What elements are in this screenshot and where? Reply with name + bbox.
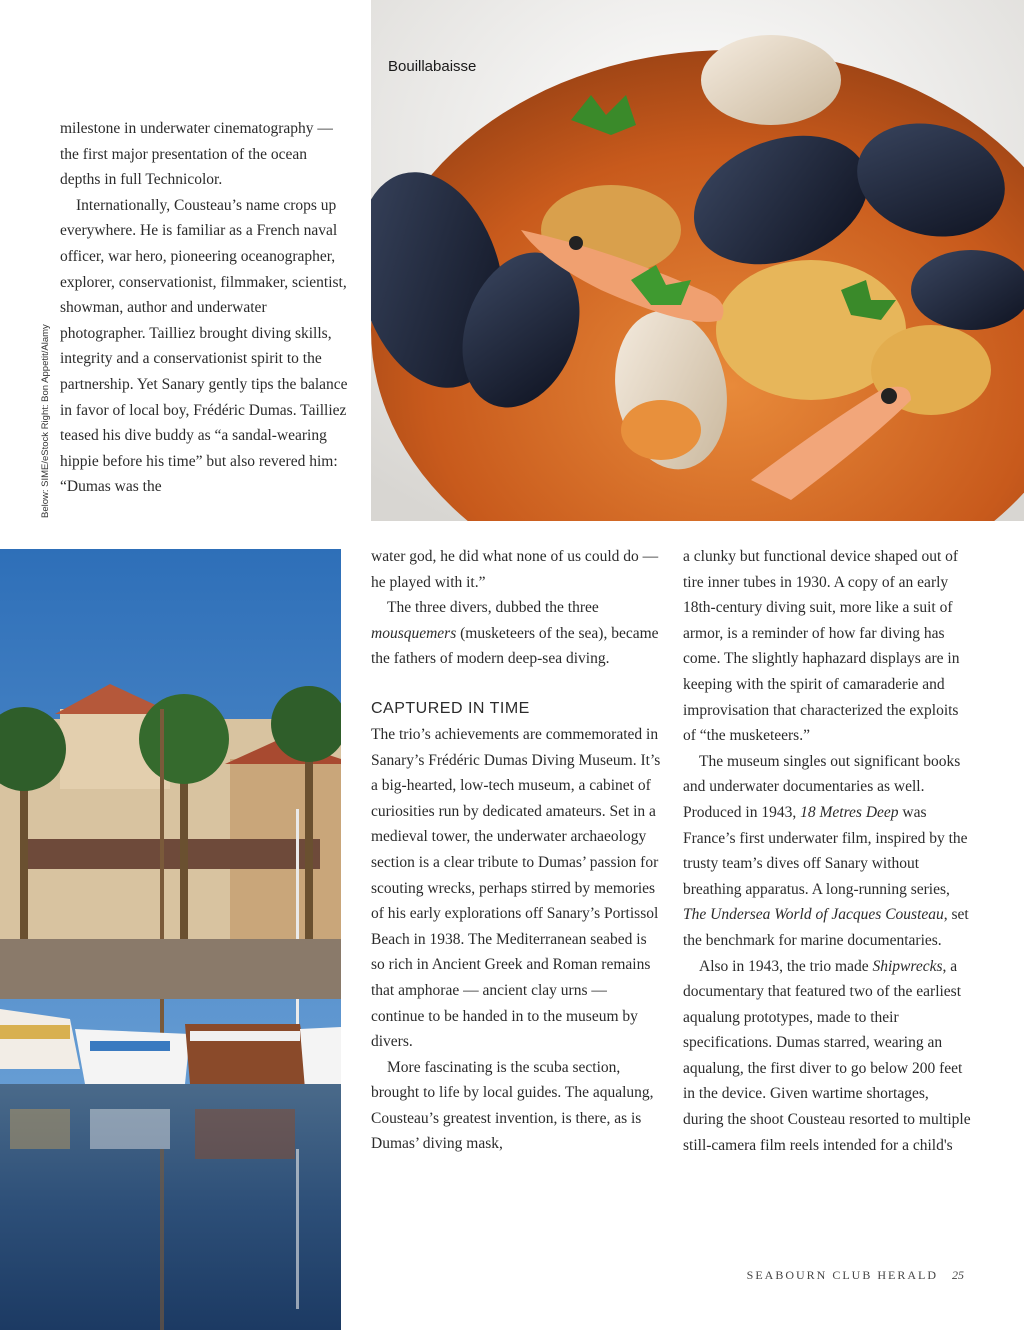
text-run: The museum singles out significant books and underwater documentaries as well. Produced in 1943, — [683, 752, 961, 821]
text-run: (musketeers of the sea), became the fathers of modern deep-sea diving. — [371, 624, 659, 668]
paragraph — [683, 954, 973, 1159]
page-footer — [747, 1268, 964, 1283]
paragraph — [371, 595, 661, 672]
paragraph: More fascinating is the scuba section, brought to life by local guides. The aqualung, Cousteau’s greatest invention, is there, as is Dumas’ diving mask, — [371, 1058, 654, 1153]
film-title: 18 Metres Deep — [800, 803, 899, 821]
harbor-photo — [0, 549, 341, 1330]
middle-column-text — [371, 544, 661, 1157]
paragraph — [683, 749, 973, 954]
italic-term: mousquemers — [371, 624, 457, 642]
paragraph: Internationally, Cousteau’s name crops up everywhere. He is familiar as a French naval officer, war hero, pioneering oceanographer, explorer, conservationist, filmmaker, scientist, showman, author and underwater photographer. Tailliez brought diving skills, integrity and a conservationist spirit to the partnership. Yet Sanary gently tips the balance in favor of local boy, Frédéric Dumas. Tailliez teased his dive buddy as “a sandal-wearing hippie before his time” but also revered him: “Dumas was the — [60, 196, 348, 496]
text-run: The three divers, dubbed the three — [387, 599, 599, 617]
section-heading: CAPTURED IN TIME — [371, 699, 530, 717]
paragraph: water god, he did what none of us could do — he played with it.” — [371, 548, 659, 591]
photo-credit: Below: SIME/eStock Right: Bon Appetit/Alamy — [40, 324, 51, 518]
series-title: The Undersea World of Jacques Cousteau — [683, 906, 944, 924]
text-run: , a documentary that featured two of the earliest aqualung prototypes, made to their specifications. Dumas starred, wearing an aqualung, the first diver to go below 200 feet in the device. Given wartime shortages, during the shoot Cousteau resorted to multiple still-camera film reels intended for a child's — [683, 957, 971, 1154]
publication-name: SEABOURN CLUB HERALD — [746, 1268, 938, 1282]
text-run: , set the benchmark for marine documentaries. — [683, 906, 969, 949]
text-run: was France’s first underwater film, inspired by the trusty team’s dives off Sanary without breathing apparatus. A long-running series, — [683, 803, 968, 898]
left-column-text — [60, 116, 350, 500]
text-run: Also in 1943, the trio made — [699, 957, 873, 975]
page-number: 25 — [952, 1268, 964, 1282]
bouillabaisse-illustration — [371, 0, 1024, 521]
paragraph: The trio’s achievements are commemorated in Sanary’s Frédéric Dumas Diving Museum. It’s a big-hearted, low-tech museum, a cabinet of curiosities run by dedicated amateurs. Set in a medieval tower, the underwater archaeology section is a clear tribute to Dumas’ passion for scouting wrecks, perhaps stirred by memories of his early explorations off Sanary’s Portissol Beach in 1938. The Mediterranean seabed is so rich in Ancient Greek and Roman remains that amphorae — ancient clay urns — continue to be handed in to the museum by divers. — [371, 725, 661, 1051]
paragraph: a clunky but functional device shaped out of tire inner tubes in 1930. A copy of an early 18th-century diving suit, more like a suit of armor, is a reminder of how far diving has come. The slightly haphazard displays are in keeping with the spirit of camaraderie and improvisation that characterized the exploits of “the musketeers.” — [683, 548, 960, 745]
paragraph: milestone in underwater cinematography — the first major presentation of the ocean depths in full Technicolor. — [60, 120, 333, 189]
photo-caption: Bouillabaisse — [388, 58, 477, 75]
right-column-text — [683, 544, 973, 1158]
harbor-illustration — [0, 549, 341, 1330]
bouillabaisse-photo — [371, 0, 1024, 521]
film-title: Shipwrecks — [872, 957, 943, 975]
